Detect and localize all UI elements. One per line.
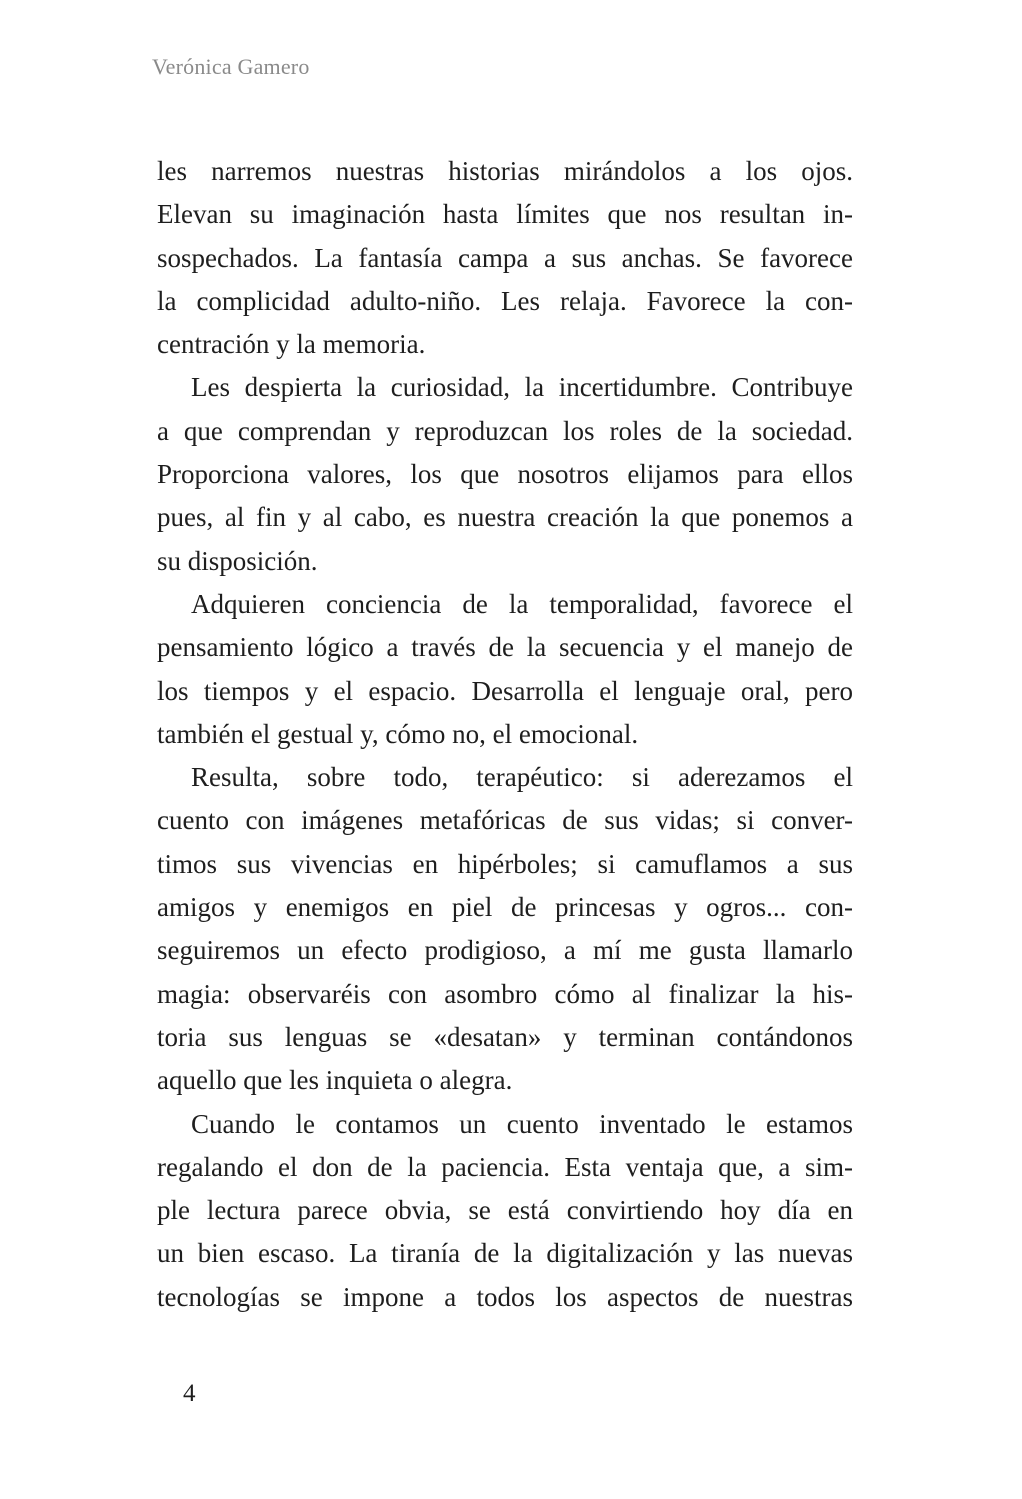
text-line: toria sus lenguas se «desatan» y terminan contándonos bbox=[157, 1021, 853, 1052]
text-line: su disposición. bbox=[157, 545, 318, 576]
paragraph bbox=[157, 150, 853, 366]
text-line: pues, al fin y al cabo, es nuestra creación la que ponemos a bbox=[157, 502, 853, 533]
text-line: Resulta, sobre todo, terapéutico: si aderezamos el bbox=[191, 762, 853, 793]
text-line: centración y la memoria. bbox=[157, 329, 426, 360]
text-line: amigos y enemigos en piel de princesas y ogros... con- bbox=[157, 892, 853, 923]
page-number: 4 bbox=[183, 1380, 196, 1407]
text-line: también el gestual y, cómo no, el emocional. bbox=[157, 718, 639, 749]
body-text bbox=[157, 150, 853, 1319]
text-line: les narremos nuestras historias mirándolos a los ojos. bbox=[157, 156, 853, 186]
text-line: pensamiento lógico a través de la secuencia y el manejo de bbox=[157, 632, 853, 663]
text-line: los tiempos y el espacio. Desarrolla el lenguaje oral, pero bbox=[157, 675, 853, 706]
text-line: aquello que les inquieta o alegra. bbox=[157, 1065, 513, 1096]
paragraph bbox=[157, 756, 853, 1102]
text-line: la complicidad adulto-niño. Les relaja. Favorece la con- bbox=[157, 285, 853, 316]
paragraph bbox=[157, 1103, 853, 1319]
text-line: Elevan su imaginación hasta límites que nos resultan in- bbox=[157, 199, 853, 230]
text-line: Proporciona valores, los que nosotros elijamos para ellos bbox=[157, 459, 853, 490]
text-line: un bien escaso. La tiranía de la digitalización y las nuevas bbox=[157, 1238, 853, 1269]
text-line: sospechados. La fantasía campa a sus anchas. Se favorece bbox=[157, 242, 853, 273]
text-line: tecnologías se impone a todos los aspectos de nuestras bbox=[157, 1281, 853, 1312]
text-line: Les despierta la curiosidad, la incertidumbre. Contribuye bbox=[191, 372, 853, 403]
text-line: Cuando le contamos un cuento inventado le estamos bbox=[191, 1108, 853, 1139]
text-line: seguiremos un efecto prodigioso, a mí me gusta llamarlo bbox=[157, 935, 853, 966]
text-line: magia: observaréis con asombro cómo al finalizar la his- bbox=[157, 978, 853, 1009]
text-line: regalando el don de la paciencia. Esta ventaja que, a sim- bbox=[157, 1151, 853, 1182]
text-line: ple lectura parece obvia, se está convirtiendo hoy día en bbox=[157, 1195, 853, 1226]
paragraph bbox=[157, 583, 853, 756]
running-header-author: Verónica Gamero bbox=[152, 54, 310, 79]
text-line: Adquieren conciencia de la temporalidad, favorece el bbox=[191, 588, 853, 619]
text-line: a que comprendan y reproduzcan los roles de la sociedad. bbox=[157, 415, 853, 446]
text-line: timos sus vivencias en hipérboles; si camuflamos a sus bbox=[157, 848, 853, 879]
text-line: cuento con imágenes metafóricas de sus vidas; si conver- bbox=[157, 805, 853, 836]
paragraph bbox=[157, 366, 853, 582]
